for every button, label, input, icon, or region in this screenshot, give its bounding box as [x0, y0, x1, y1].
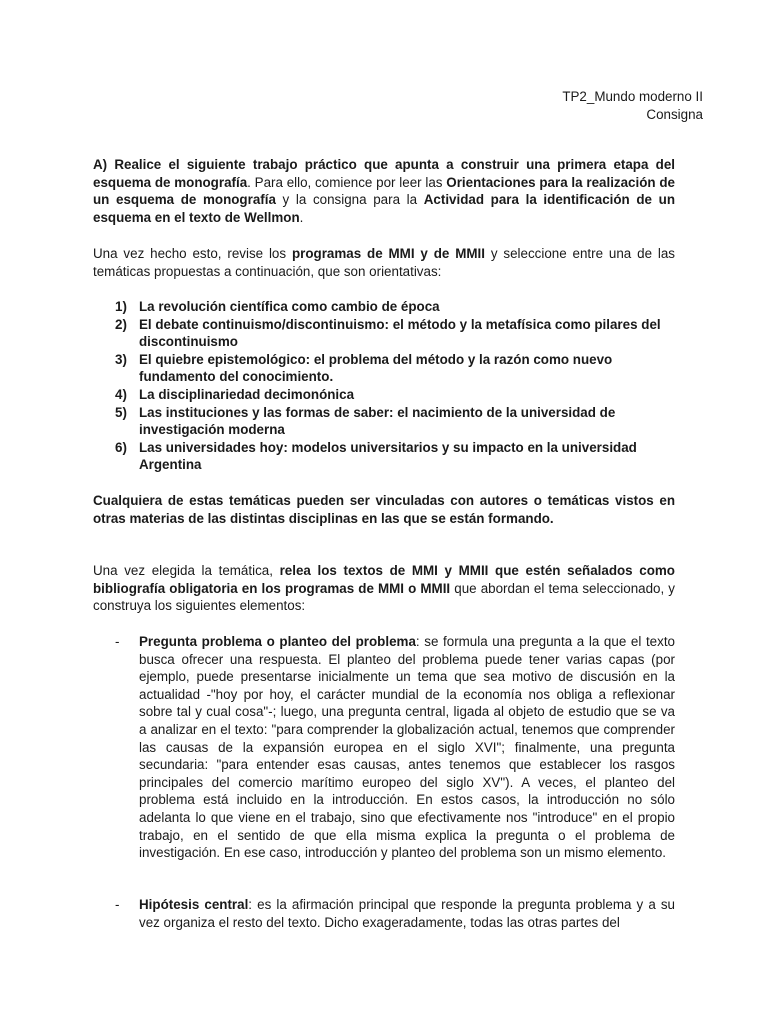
header-title: TP2_Mundo moderno II — [562, 89, 703, 104]
para3-text-1: Una vez elegida la temática, — [93, 563, 280, 578]
para2-text-1: Una vez hecho esto, revise los — [93, 246, 292, 261]
note-paragraph — [93, 492, 675, 527]
list-item-text: La disciplinariedad decimonónica — [139, 386, 355, 402]
note-text: Cualquiera de estas temáticas pueden ser vinculadas con autores o temáticas vistos en otras materias de las distintas disciplinas en las que se están formando. — [93, 493, 675, 526]
para2-text-2: y seleccione entre una de las temáticas propuestas a continuación, que son orientativas: — [93, 246, 675, 279]
elements-list-continued — [93, 896, 675, 931]
list-item-text: La revolución científica como cambio de época — [139, 299, 440, 314]
list-item — [93, 351, 675, 386]
list-item — [93, 404, 675, 439]
list-item — [93, 316, 675, 351]
para3-bold: relea los textos de MMI y MMII que estén señalados como bibliografía obligatoria en los programas de MMI o MMII — [93, 563, 675, 596]
list-item-number: 4) — [115, 386, 127, 402]
list-item-number: 3) — [115, 351, 127, 367]
list-item-number: 1) — [115, 299, 127, 314]
list-item — [93, 896, 675, 931]
intro-bold-3: Actividad para la identificación de un esquema en el texto de Wellmon — [93, 192, 676, 225]
list-item-text: Las instituciones y las formas de saber: el nacimiento de la universidad de investigación moderna — [139, 404, 616, 438]
intro-text-2: y la consigna para la — [275, 192, 424, 208]
third-paragraph — [93, 562, 675, 615]
intro-text-3: . — [299, 209, 304, 225]
list-item-number: 5) — [115, 404, 127, 420]
list-item-text: El debate continuismo/discontinuismo: el método y la metafísica como pilares del discontinuismo — [139, 316, 661, 350]
list-item-text: Las universidades hoy: modelos universitarios y su impacto en la universidad Argentina — [139, 439, 637, 473]
list-item — [93, 298, 675, 316]
list-item-text: El quiebre epistemológico: el problema del método y la razón como nuevo fundamento del conocimiento. — [139, 351, 613, 385]
list-item-dash: - — [115, 634, 120, 649]
list-item — [93, 386, 675, 404]
element-title: Pregunta problema o planteo del problema — [139, 634, 416, 649]
para3-text-2: que abordan el tema seleccionado, y construya los siguientes elementos: — [93, 580, 675, 614]
list-item-number: 2) — [115, 316, 127, 332]
header-subtitle: Consigna — [646, 107, 703, 122]
element-title: Hipótesis central — [139, 897, 249, 912]
list-item-dash: - — [115, 897, 120, 912]
topics-list — [93, 298, 675, 474]
intro-bold-1: A) Realice el siguiente trabajo práctico que apunta a construir una primera etapa del esquema de monografía — [93, 157, 675, 190]
intro-paragraph — [93, 156, 675, 226]
document-header — [562, 88, 703, 124]
list-item — [93, 633, 675, 862]
elements-list — [93, 633, 675, 862]
intro-text-1: . Para ello, comience por leer las — [247, 174, 447, 190]
list-item — [93, 439, 675, 474]
second-paragraph — [93, 245, 675, 280]
list-item-number: 6) — [115, 439, 127, 455]
element-body: : es la afirmación principal que responde la pregunta problema y a su vez organiza el resto del texto. Dicho exageradamente, todas las otras partes del — [139, 897, 676, 930]
element-body: : se formula una pregunta a la que el texto busca ofrecer una respuesta. El planteo del problema puede tener varias capas (por ejemplo, puede presentarse inicialmente un tema que sea motivo de discusión en la actualidad -"hoy por hoy, el carácter mundial de la economía nos obliga a reflexionar sobre tal y cual cosa"-; luego, una pregunta central, ligada al objeto de estudio que se va a analizar en el texto: "para comprender la globalización actual, tenemos que comprender las causas de la expansión europea en el siglo XVI"; finalmente, una pregunta secundaria: "para entender esas causas, antes tenemos que establecer los rasgos principales del comercio marítimo europeo del siglo XV"). A veces, el planteo del problema está incluido en la introducción. En estos casos, la introducción no sólo adelanta lo que viene en el trabajo, sino que efectivamente nos "introduce" en el propio trabajo, en el sentido de que ella misma explica la pregunta o el problema de investigación. En ese caso, introducción y planteo del problema son un mismo elemento. — [139, 634, 675, 861]
para2-bold: programas de MMI y de MMII — [291, 246, 485, 261]
intro-bold-2: Orientaciones para la realización de un esquema de monografía — [93, 174, 675, 208]
